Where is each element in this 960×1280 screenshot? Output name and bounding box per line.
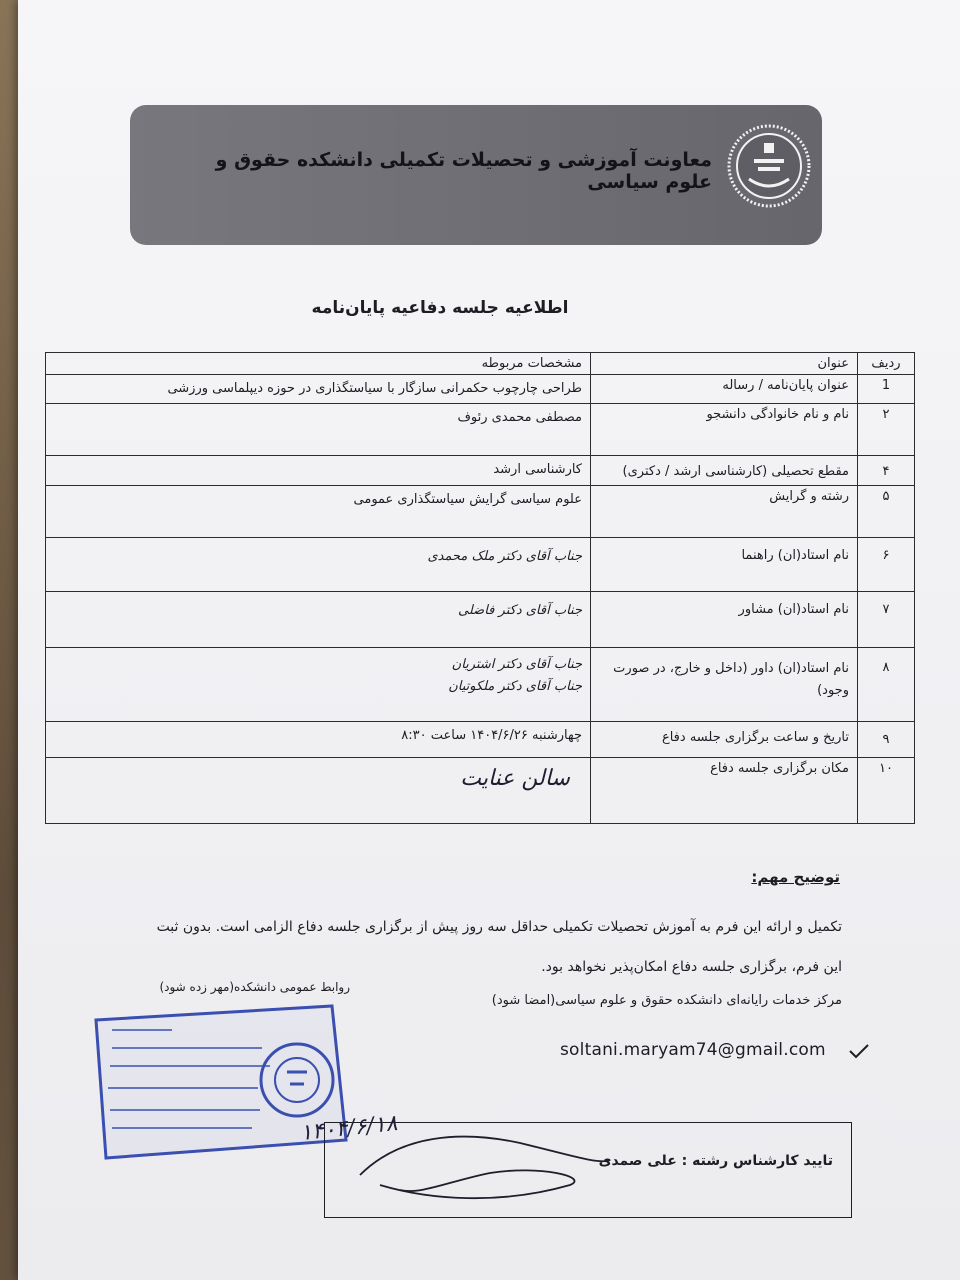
table-row <box>46 538 915 592</box>
row-index: ۸ <box>858 648 915 722</box>
row-value: مصطفی محمدی رئوف <box>46 404 591 456</box>
header-value: مشخصات مربوطه <box>46 353 591 375</box>
referee-2: جناب آقای دکتر ملکوتیان <box>448 679 582 694</box>
header-label: عنوان <box>591 353 858 375</box>
approval-text: تایید کارشناس رشته : علی صمدی <box>598 1153 833 1169</box>
row-label: مکان برگزاری جلسه دفاع <box>591 758 858 824</box>
check-icon <box>848 1042 870 1060</box>
row-label: نام استاد(ان) راهنما <box>591 538 858 592</box>
row-label: رشته و گرایش <box>591 486 858 538</box>
note-line-1: تکمیل و ارائه این فرم به آموزش تحصیلات تکمیلی حداقل سه روز پیش از برگزاری جلسه دفاع الزامی است. بدون ثبت <box>156 919 842 935</box>
row-label: تاریخ و ساعت برگزاری جلسه دفاع <box>591 722 858 758</box>
row-label: عنوان پایان‌نامه / رساله <box>591 375 858 404</box>
note-line-2: این فرم، برگزاری جلسه دفاع امکان‌پذیر نخواهد بود. <box>541 959 842 975</box>
table-row <box>46 486 915 538</box>
row-value: چهارشنبه ۱۴۰۴/۶/۲۶ ساعت ۸:۳۰ <box>46 722 591 758</box>
university-seal-icon <box>724 121 814 211</box>
handwritten-date: ۱۴۰۴/۶/۱۸ <box>298 1110 399 1147</box>
venue-scribble <box>378 772 558 818</box>
row-label: نام استاد(ان) مشاور <box>591 592 858 648</box>
row-index: ۱۰ <box>858 758 915 824</box>
document-title: اطلاعیه جلسه دفاعیه پایان‌نامه <box>311 298 569 318</box>
notes-heading: توضیح مهم: <box>751 868 840 886</box>
row-index: ۶ <box>858 538 915 592</box>
row-index: 1 <box>858 375 915 404</box>
note-line-3: مرکز خدمات رایانه‌ای دانشکده حقوق و علوم سیاسی(امضا شود) <box>491 993 842 1008</box>
row-index: ۲ <box>858 404 915 456</box>
row-index: ۴ <box>858 456 915 486</box>
email-address: soltani.maryam74@gmail.com <box>560 1040 826 1060</box>
referee-1: جناب آقای دکتر اشتریان <box>451 657 582 672</box>
row-value: جناب آقای دکتر ملک محمدی <box>46 538 591 592</box>
table-row <box>46 404 915 456</box>
table-row <box>46 456 915 486</box>
row-label: نام و نام خانوادگی دانشجو <box>591 404 858 456</box>
row-value: کارشناسی ارشد <box>46 456 591 486</box>
table-row <box>46 375 915 404</box>
table-header-row <box>46 353 915 375</box>
header-index: ردیف <box>858 353 915 375</box>
row-label: نام استاد(ان) داور (داخل و خارج، در صورت وجود) <box>591 648 858 722</box>
row-value: علوم سیاسی گرایش سیاستگذاری عمومی <box>46 486 591 538</box>
row-value: طراحی چارچوب حکمرانی سازگار با سیاستگذاری در حوزه دیپلماسی ورزشی <box>46 375 591 404</box>
table-row <box>46 592 915 648</box>
approver-signature <box>340 1115 630 1210</box>
row-index: ۷ <box>858 592 915 648</box>
table-row <box>46 648 915 722</box>
row-index: ۵ <box>858 486 915 538</box>
row-label: مقطع تحصیلی (کارشناسی ارشد / دکتری) <box>591 456 858 486</box>
stamp-label: روابط عمومی دانشکده(مهر زده شود) <box>159 980 350 994</box>
row-value: جناب آقای دکتر فاضلی <box>46 592 591 648</box>
row-value <box>46 648 591 722</box>
venue-handwritten: سالن عنایت <box>460 766 570 791</box>
header-band <box>130 105 822 245</box>
row-index: ۹ <box>858 722 915 758</box>
info-table <box>45 352 915 824</box>
header-title: معاونت آموزشی و تحصیلات تکمیلی دانشکده حقوق و علوم سیاسی <box>215 149 712 193</box>
table-row <box>46 722 915 758</box>
